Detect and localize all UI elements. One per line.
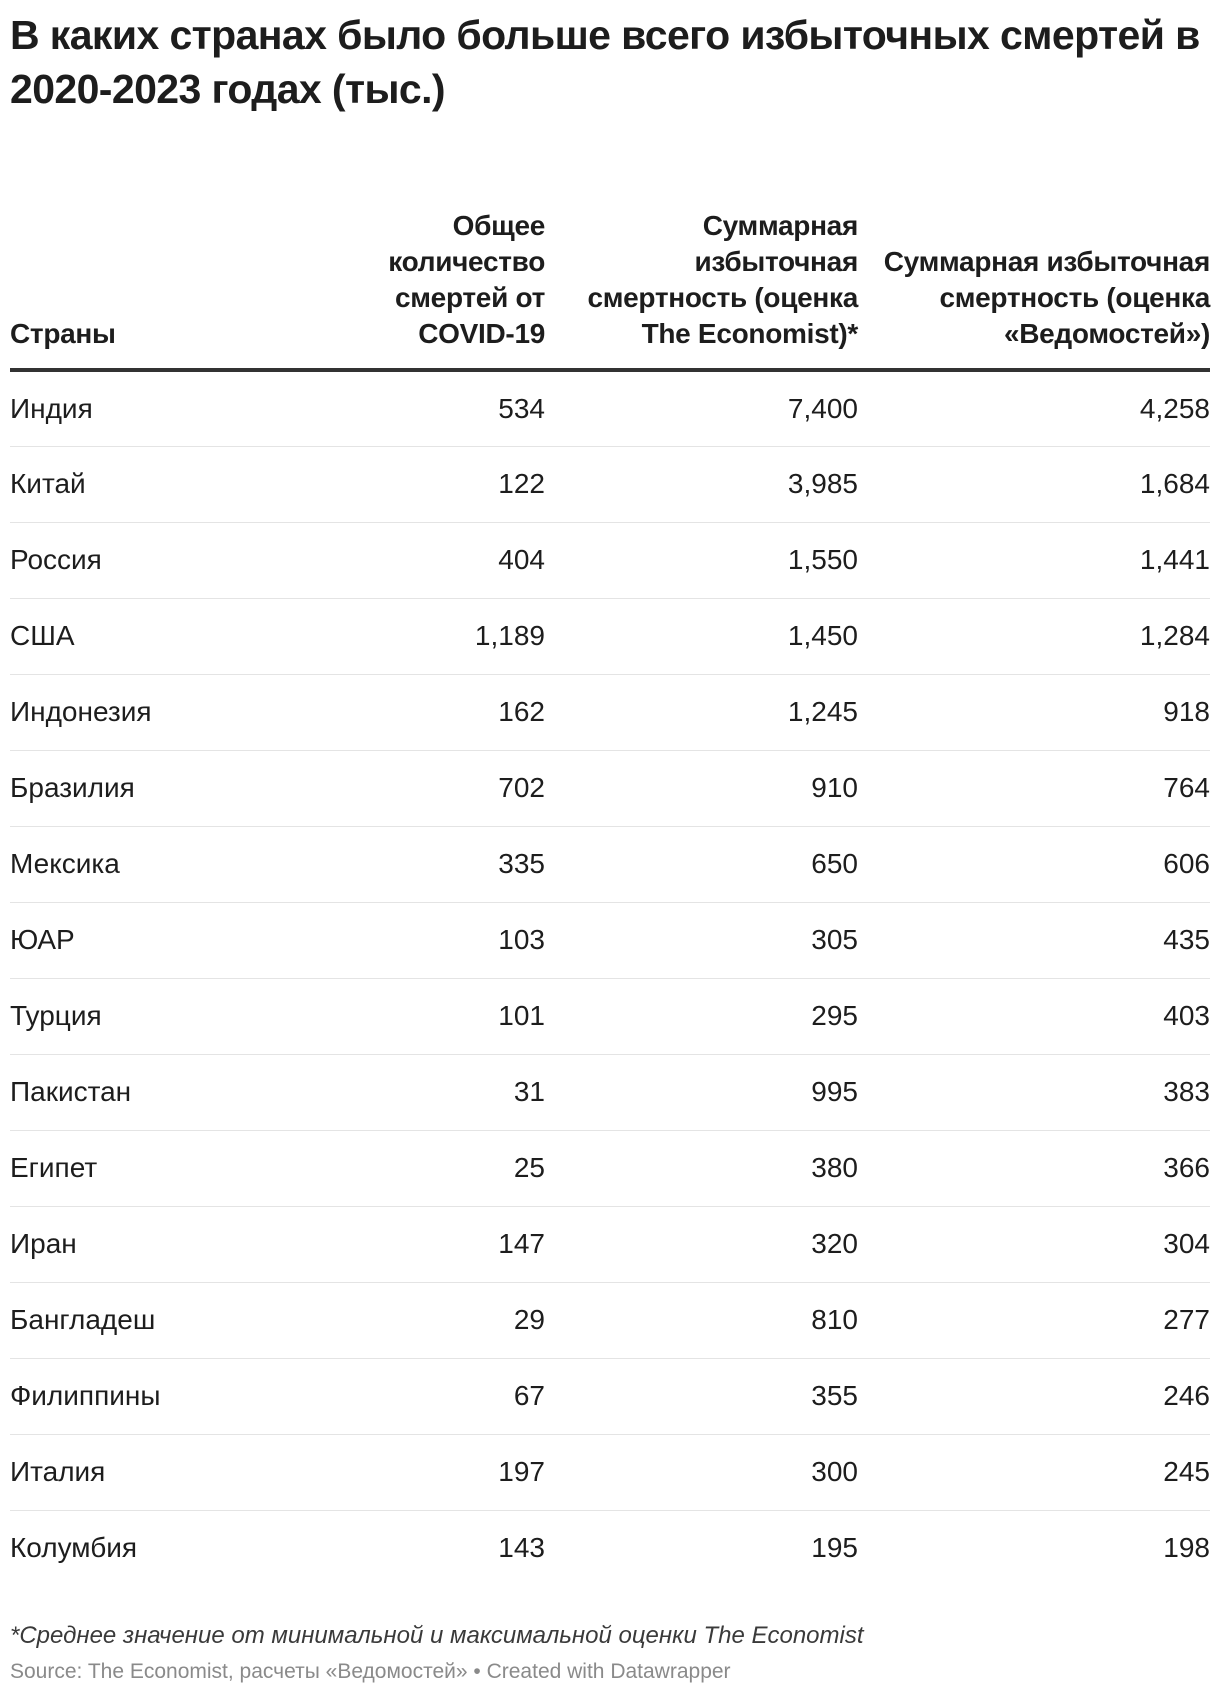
cell-excess-economist: 295 <box>545 978 858 1054</box>
cell-country: Колумбия <box>10 1532 138 1564</box>
cell-covid-deaths: 67 <box>310 1358 545 1434</box>
table-row <box>10 978 1210 1054</box>
table-row <box>10 674 1210 750</box>
cell-excess-vedomosti: 606 <box>858 826 1210 902</box>
cell-covid-deaths: 29 <box>310 1282 545 1358</box>
cell-excess-economist: 650 <box>545 826 858 902</box>
table-row <box>10 522 1210 598</box>
table-row <box>10 1206 1210 1282</box>
cell-excess-vedomosti: 245 <box>858 1434 1210 1510</box>
cell-country: Мексика <box>10 826 310 902</box>
table-row <box>10 1054 1210 1130</box>
header-excess-economist: Суммарная избыточная смертность (оценка The Economist)* <box>545 160 858 370</box>
cell-covid-deaths: 31 <box>310 1054 545 1130</box>
cell-excess-economist: 7,400 <box>545 370 858 446</box>
cell-covid-deaths: 335 <box>310 826 545 902</box>
cell-excess-economist: 1,245 <box>545 674 858 750</box>
table-row <box>10 826 1210 902</box>
cell-country: Индия <box>10 370 310 446</box>
table-body <box>10 370 1210 1586</box>
cell-excess-vedomosti: 403 <box>858 978 1210 1054</box>
header-covid-deaths: Общее количество смертей от COVID-19 <box>310 160 545 370</box>
cell-covid-deaths: 162 <box>310 674 545 750</box>
cell-covid-deaths: 122 <box>310 446 545 522</box>
header-country: Страны <box>10 160 310 370</box>
cell-country: Филиппины <box>10 1358 310 1434</box>
cell-excess-vedomosti: 918 <box>858 674 1210 750</box>
cell-covid-deaths: 143 <box>498 1532 545 1564</box>
cell-covid-deaths: 25 <box>310 1130 545 1206</box>
table-row <box>10 598 1210 674</box>
table-row <box>10 370 1210 446</box>
cell-covid-deaths: 1,189 <box>310 598 545 674</box>
cell-covid-deaths: 404 <box>310 522 545 598</box>
cell-country: Бангладеш <box>10 1282 310 1358</box>
cell-excess-vedomosti: 366 <box>858 1130 1210 1206</box>
header-excess-vedomosti: Суммарная избыточная смертность (оценка «Ведомостей») <box>858 160 1210 370</box>
data-table <box>10 160 1210 1586</box>
cell-country: ЮАР <box>10 902 310 978</box>
cell-excess-economist: 910 <box>545 750 858 826</box>
cell-excess-economist: 195 <box>811 1532 858 1564</box>
cell-excess-vedomosti: 198 <box>1163 1532 1210 1564</box>
table-row <box>10 750 1210 826</box>
cell-covid-deaths: 197 <box>310 1434 545 1510</box>
table-row <box>10 1358 1210 1434</box>
cell-excess-vedomosti: 246 <box>858 1358 1210 1434</box>
cell-excess-economist: 320 <box>545 1206 858 1282</box>
cell-excess-economist: 305 <box>545 902 858 978</box>
cell-excess-economist: 355 <box>545 1358 858 1434</box>
cell-excess-economist: 300 <box>545 1434 858 1510</box>
cell-excess-vedomosti: 1,684 <box>858 446 1210 522</box>
chart-title: В каких странах было больше всего избыточных смертей в 2020-2023 годах (тыс.) <box>10 12 1200 112</box>
cell-excess-vedomosti: 764 <box>858 750 1210 826</box>
table-row <box>10 1130 1210 1206</box>
cell-excess-vedomosti: 304 <box>858 1206 1210 1282</box>
cell-excess-vedomosti: 1,284 <box>858 598 1210 674</box>
table-header <box>10 160 1210 370</box>
data-table-wrapper <box>10 160 1210 1586</box>
cell-country: Италия <box>10 1434 310 1510</box>
cell-excess-vedomosti: 277 <box>858 1282 1210 1358</box>
cell-country: Китай <box>10 446 310 522</box>
cell-excess-economist: 1,450 <box>545 598 858 674</box>
table-row <box>10 1510 1210 1586</box>
cell-excess-vedomosti: 383 <box>858 1054 1210 1130</box>
cell-excess-vedomosti: 4,258 <box>858 370 1210 446</box>
cell-country: США <box>10 598 310 674</box>
cell-country: Пакистан <box>10 1054 310 1130</box>
cell-excess-economist: 995 <box>545 1054 858 1130</box>
cell-country: Бразилия <box>10 750 310 826</box>
cell-covid-deaths: 147 <box>310 1206 545 1282</box>
cell-country: Египет <box>10 1130 310 1206</box>
table-row <box>10 902 1210 978</box>
footnote: *Среднее значение от минимальной и максимальной оценки The Economist <box>10 1622 864 1649</box>
cell-covid-deaths: 702 <box>310 750 545 826</box>
cell-excess-economist: 380 <box>545 1130 858 1206</box>
cell-excess-economist: 3,985 <box>545 446 858 522</box>
cell-country: Россия <box>10 522 310 598</box>
table-row <box>10 1434 1210 1510</box>
source-line: Source: The Economist, расчеты «Ведомостей» • Created with Datawrapper <box>10 1660 731 1683</box>
cell-covid-deaths: 103 <box>310 902 545 978</box>
table-row <box>10 1282 1210 1358</box>
cell-covid-deaths: 101 <box>310 978 545 1054</box>
cell-excess-economist: 1,550 <box>545 522 858 598</box>
table-row <box>10 446 1210 522</box>
cell-country: Иран <box>10 1206 310 1282</box>
cell-excess-vedomosti: 1,441 <box>858 522 1210 598</box>
cell-covid-deaths: 534 <box>310 370 545 446</box>
header-row <box>10 160 1210 370</box>
cell-country: Индонезия <box>10 674 310 750</box>
cell-excess-vedomosti: 435 <box>858 902 1210 978</box>
cell-excess-economist: 810 <box>545 1282 858 1358</box>
cell-country: Турция <box>10 978 310 1054</box>
